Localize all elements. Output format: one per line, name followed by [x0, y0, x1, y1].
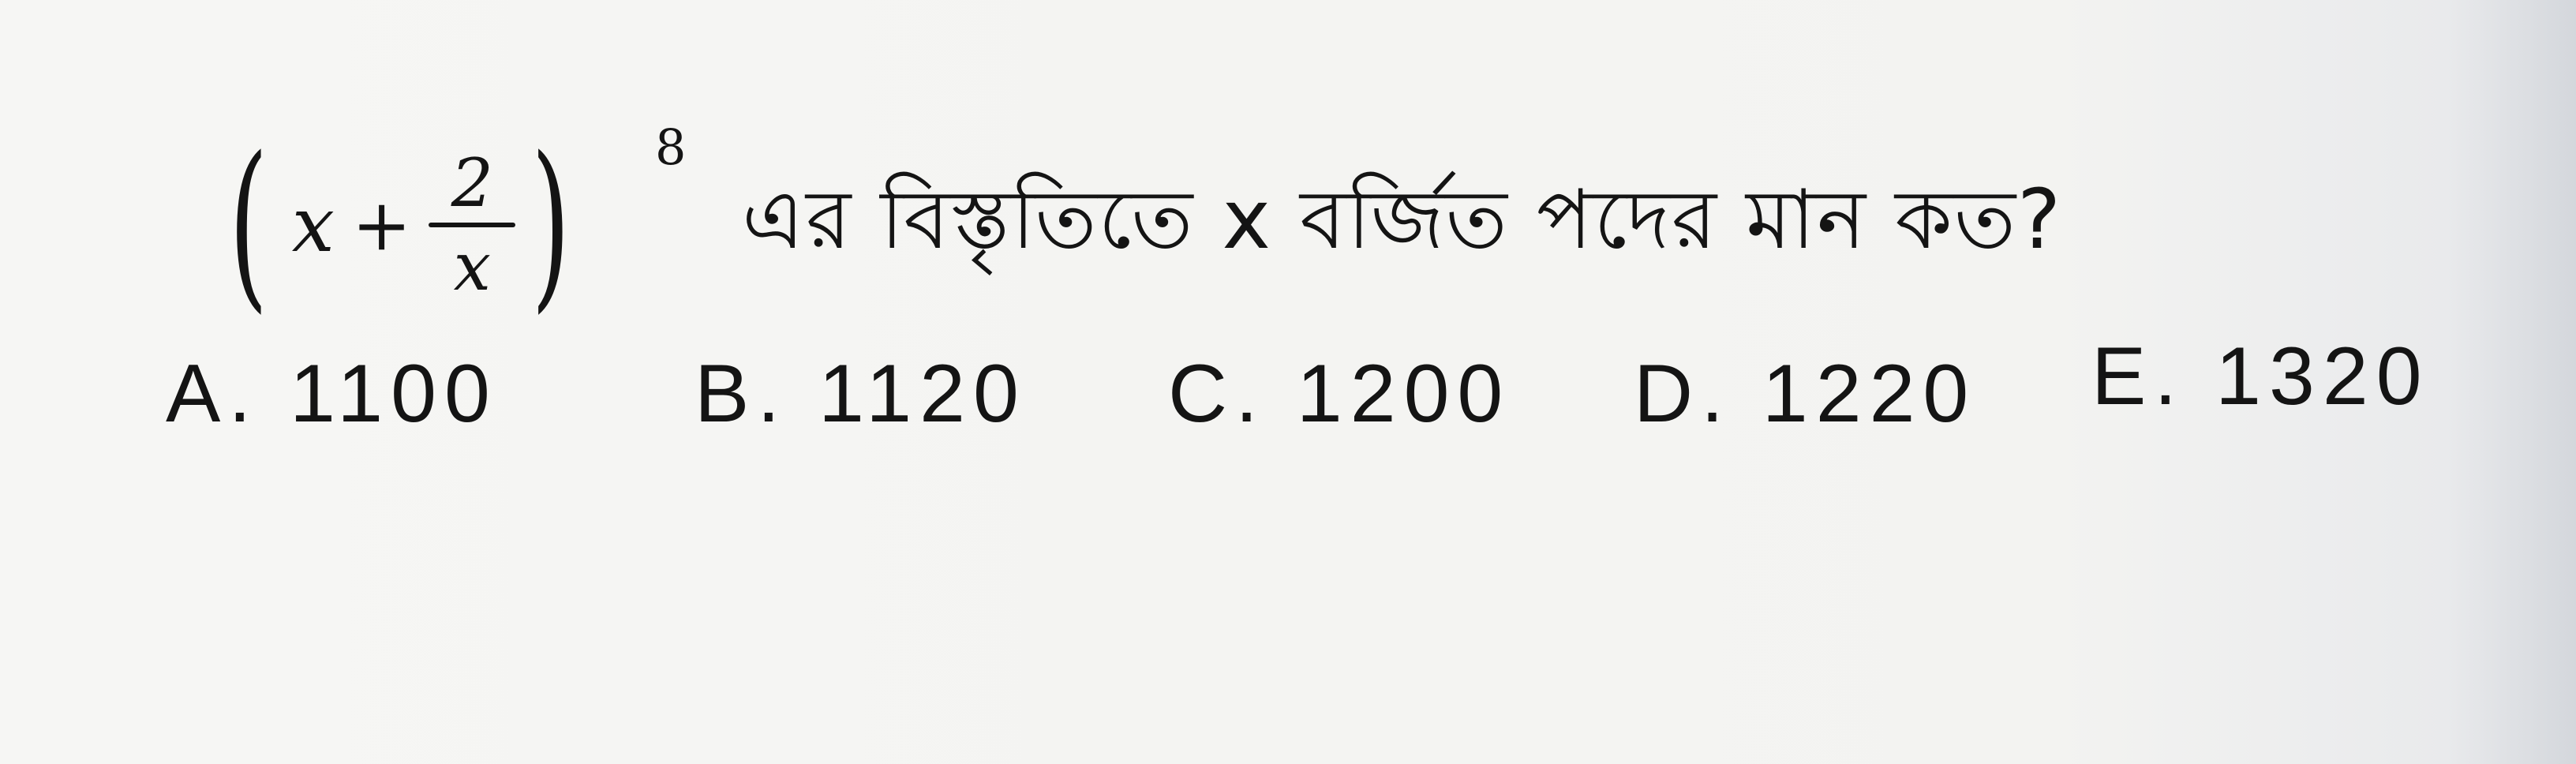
plus-sign: +: [351, 183, 412, 267]
fraction-numerator: 2: [451, 144, 494, 222]
open-parenthesis: (: [229, 119, 268, 330]
option-value: 1200: [1296, 348, 1511, 440]
option-d: [1634, 347, 1976, 441]
option-c: [1168, 347, 1511, 441]
binomial-expression: [213, 118, 687, 331]
answer-options: [166, 331, 2486, 466]
fraction-bar: [429, 223, 515, 227]
option-value: 1100: [290, 348, 498, 440]
option-letter: B.: [695, 348, 788, 440]
option-a: [166, 347, 498, 441]
option-e: [2091, 330, 2430, 424]
fraction-denominator: x: [453, 228, 491, 305]
fraction: [429, 144, 515, 305]
option-value: 1320: [2215, 331, 2430, 422]
question-text: এর বিস্তৃতিতে x বর্জিত পদের মান কত?: [742, 171, 2063, 268]
option-letter: D.: [1634, 348, 1732, 440]
base-variable: x: [291, 181, 335, 269]
option-value: 1120: [818, 348, 1027, 440]
question-line: [213, 118, 2533, 331]
option-letter: E.: [2091, 331, 2185, 422]
option-letter: C.: [1168, 348, 1266, 440]
exponent: 8: [655, 118, 687, 176]
close-parenthesis: ): [531, 119, 571, 330]
option-b: [695, 347, 1027, 441]
option-letter: A.: [166, 348, 260, 440]
option-value: 1220: [1762, 348, 1977, 440]
